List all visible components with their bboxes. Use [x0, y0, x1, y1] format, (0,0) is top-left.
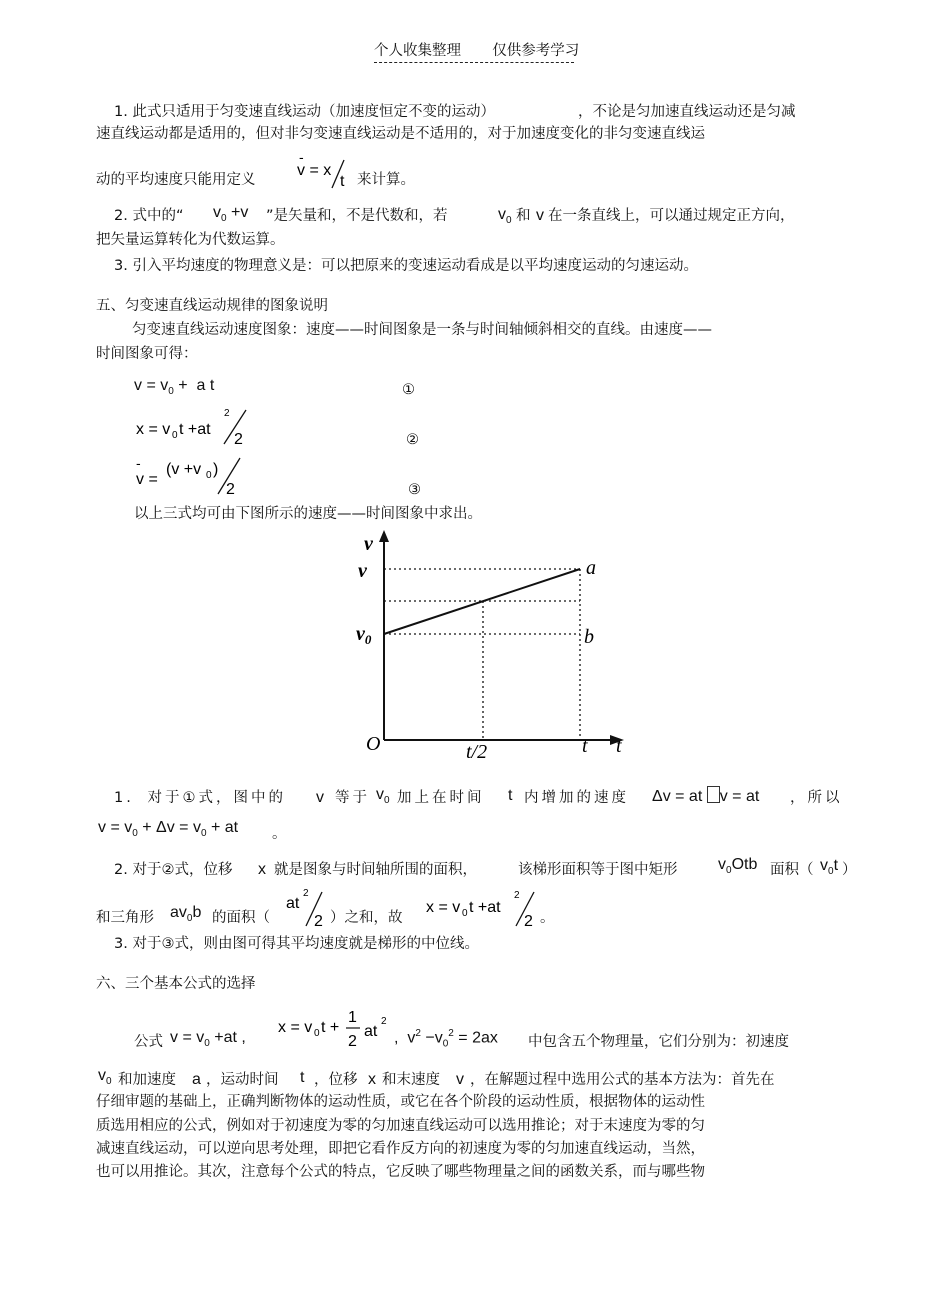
note-2-line-1c: 在一条直线上，可以通过规定正方向， — [548, 208, 795, 224]
formula-s6-3: , $v^2 -v_0^2 = 2ax$ — [394, 1028, 498, 1050]
s6-sym-v0: $v_0$ — [98, 1067, 112, 1088]
explain-2g: 的面积（ — [212, 910, 270, 926]
explain-1c: 加上在时间 — [397, 790, 485, 806]
section-6-line-6: 也可以用推论。其次，注意每个公式的特点，它反映了哪些物理量之间的函数关系，而与哪些物 — [96, 1164, 705, 1180]
section-5-after: 以上三式均可由下图所示的速度——时间图象中求出。 — [134, 506, 482, 522]
note-1-line-2: 速直线运动都是适用的，但对非匀变速直线运动是不适用的，对于加速度变化的非匀变速直线运 — [96, 126, 705, 142]
svg-text:2: 2 — [381, 1016, 387, 1027]
svg-text:2: 2 — [234, 431, 243, 448]
formula-mark-3: ③ — [408, 482, 421, 498]
s6-sym-x: x — [368, 1071, 376, 1088]
formula-s6-1: $v = v_0 +at$ , — [170, 1029, 246, 1050]
sym-v0Otb: $v_0Otb$ — [718, 856, 758, 877]
svg-text:(v +v: (v +v — [166, 461, 202, 478]
sym-v0: $v_0$ — [376, 786, 390, 807]
note-1-line-1: 1. 此式只适用于匀变速直线运动（加速度恒定不变的运动） — [114, 104, 495, 120]
explain-2f: 和三角形 — [96, 910, 154, 926]
label-y-axis: v — [364, 533, 373, 555]
sym-v: v — [316, 789, 324, 806]
svg-text:x = v: x = v — [426, 899, 461, 916]
section-6-line-1: 中包含五个物理量，它们分别为：初速度 — [528, 1034, 789, 1050]
label-v: v — [358, 560, 367, 582]
s6-sym-a: a — [192, 1071, 201, 1088]
tick-t: t — [582, 735, 588, 757]
note-2-line-1b: ”是矢量和，不是代数和，若 — [266, 208, 448, 224]
formula-2 — [132, 404, 262, 450]
section-6-line-4: 质选用相应的公式，例如对于初速度为零的匀加速直线运动可以选用推论；对于末速度为零的匀 — [96, 1118, 705, 1134]
label-v0: $v_0$ — [356, 623, 372, 647]
formula-3 — [132, 454, 262, 500]
s6-sym-v: v — [456, 1071, 464, 1088]
section-6-line-2e: ，在解题过程中选用公式的基本方法为：首先在 — [470, 1072, 775, 1088]
svg-text:2: 2 — [524, 913, 533, 930]
svg-text:x = v: x = v — [136, 421, 171, 438]
note-1-line-1b: ，不论是匀加速直线运动还是匀减 — [578, 104, 796, 120]
formula-s6-2 — [276, 1004, 396, 1054]
svg-text:at: at — [286, 895, 300, 912]
note-2-line-1: 2. 式中的“ — [114, 208, 184, 224]
label-a: a — [586, 557, 596, 579]
symbol-v: v — [536, 207, 544, 224]
note-2-line-2: 把矢量运算转化为代数运算。 — [96, 232, 285, 248]
explain-2h: ）之和，故 — [330, 910, 403, 926]
formula-mark-2: ② — [406, 432, 419, 448]
svg-text:v =: v = — [136, 471, 158, 488]
note-3: 3. 引入平均速度的物理意义是：可以把原来的变速运动看成是以平均速度运动的匀速运动。 — [114, 258, 698, 274]
note-1-line-3b: 来计算。 — [357, 172, 415, 188]
label-origin: O — [366, 733, 381, 755]
sym-x: x — [258, 861, 266, 878]
svg-text:0: 0 — [172, 430, 178, 441]
svg-text:2: 2 — [514, 890, 520, 901]
note-1-line-3: 动的平均速度只能用定义 — [96, 172, 256, 188]
explain-2a: 2. 对于②式，位移 — [114, 862, 233, 878]
svg-text:2: 2 — [348, 1033, 357, 1050]
sym-v0t: $v_0t$ — [820, 857, 839, 878]
section-6-line-2d: 和末速度 — [382, 1072, 440, 1088]
svg-text:-: - — [299, 149, 304, 165]
page-header — [374, 43, 580, 63]
svg-text:t +: t + — [321, 1019, 340, 1036]
explain-1d: 内增加的速度 — [524, 790, 629, 806]
sym-av0b: $av_0b$ — [170, 904, 202, 925]
svg-text:t +at: t +at — [469, 899, 501, 916]
explain-1b: 等于 — [335, 790, 370, 806]
section-5-intro-2: 时间图象可得： — [96, 346, 198, 362]
svg-text:2: 2 — [226, 481, 235, 498]
section-6-line-5: 减速直线运动，可以逆向思考处理，即把它看作反方向的初速度为零的匀加速直线运动，当然， — [96, 1141, 705, 1157]
explain-2d: 面积（ — [770, 862, 814, 878]
explain-2c: 该梯形面积等于图中矩形 — [518, 862, 678, 878]
section-6-line-2c: ，位移 — [314, 1072, 358, 1088]
formula-x-result — [424, 886, 546, 930]
svg-text:2: 2 — [303, 888, 309, 899]
svg-text:t +at: t +at — [179, 421, 211, 438]
svg-text:x = v: x = v — [278, 1019, 313, 1036]
formula-v-sum: $v = v_0 + \Delta v = v_0$ + at — [98, 819, 239, 840]
explain-1-end: 。 — [272, 826, 287, 842]
vt-graph — [348, 528, 638, 764]
formula-mark-1: ① — [402, 382, 415, 398]
formula-at2-over-2 — [282, 886, 334, 930]
header-right: 仅供参考学习 — [492, 43, 580, 59]
label-b: b — [584, 626, 594, 648]
s6-sym-t: t — [300, 1069, 305, 1086]
svg-text:): ) — [213, 461, 219, 478]
svg-text:at: at — [364, 1023, 378, 1040]
section-5-intro-1: 匀变速直线运动速度图象：速度——时间图象是一条与时间轴倾斜相交的直线。由速度—— — [132, 322, 712, 338]
section-6-formula-label: 公式 — [134, 1034, 163, 1050]
symbol-v0: $v_0$ — [498, 206, 512, 227]
svg-text:0: 0 — [206, 470, 212, 481]
explain-3: 3. 对于③式，则由图可得其平均速度就是梯形的中位线。 — [114, 936, 479, 952]
note-2-and: 和 — [516, 208, 531, 224]
explain-1a: 1. 对于①式，图中的 — [114, 790, 286, 806]
svg-text:1: 1 — [348, 1009, 357, 1026]
explain-2e: ） — [842, 862, 857, 878]
svg-text:-: - — [136, 455, 141, 471]
section-6-line-2b: ，运动时间 — [206, 1072, 279, 1088]
explain-1e: ，所以 — [790, 790, 843, 806]
formula-1: $v = v_0 + a$ t — [134, 377, 215, 398]
explain-2i: 。 — [540, 910, 555, 926]
svg-text:0: 0 — [314, 1028, 320, 1039]
section-6-line-2a: 和加速度 — [118, 1072, 176, 1088]
sym-t: t — [508, 787, 513, 804]
section-6-line-3: 仔细审题的基础上，正确判断物体的运动性质，或它在各个阶段的运动性质，根据物体的运动性 — [96, 1094, 705, 1110]
label-x-axis: t — [616, 735, 622, 757]
section-5-title: 五、匀变速直线运动规律的图象说明 — [96, 298, 328, 314]
header-left: 个人收集整理 — [374, 43, 461, 59]
explain-2b: 就是图象与时间轴所围的面积， — [274, 862, 477, 878]
svg-text:v = x: v = x — [297, 162, 332, 179]
svg-text:0: 0 — [462, 908, 468, 919]
y-axis-arrow — [379, 530, 389, 542]
formula-vbar-x-over-t — [292, 148, 360, 192]
tick-t-half: t/2 — [466, 741, 488, 763]
svg-text:2: 2 — [224, 408, 230, 419]
svg-text:t: t — [340, 173, 345, 190]
section-6-title: 六、三个基本公式的选择 — [96, 976, 256, 992]
formula-v0-plus-v: $v_0 +v$ — [213, 204, 249, 225]
formula-dv-at: Δv = at v = at — [652, 788, 760, 805]
svg-text:2: 2 — [314, 913, 323, 930]
